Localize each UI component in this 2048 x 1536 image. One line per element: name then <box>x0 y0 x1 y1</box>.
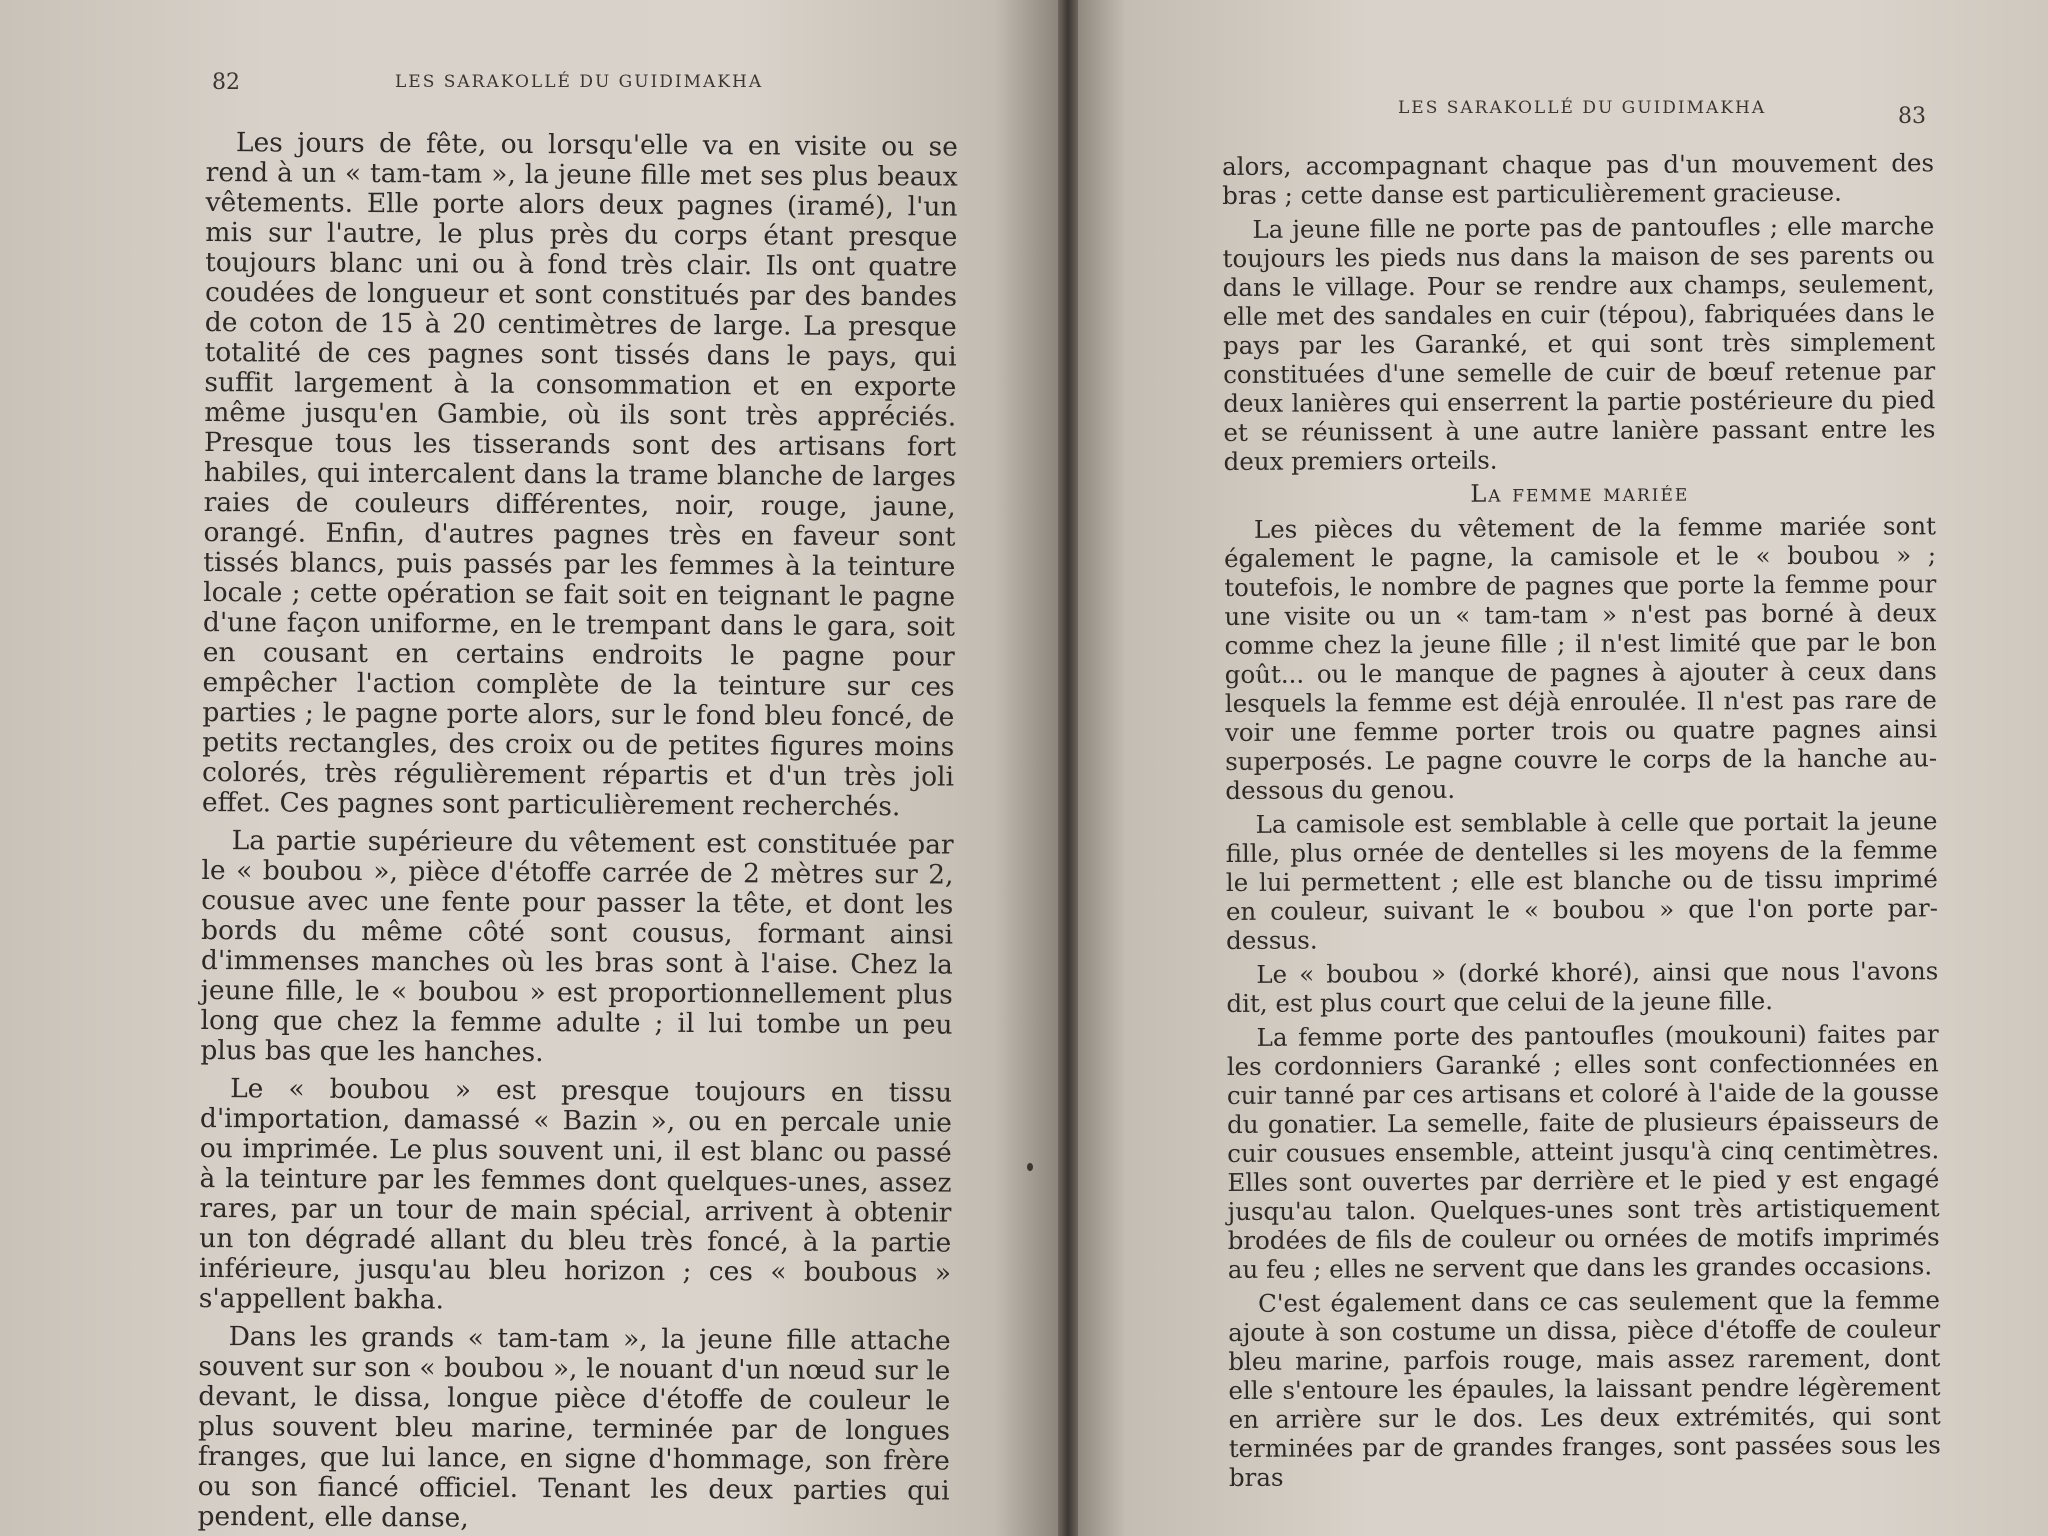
paragraph: alors, accompagnant chaque pas d'un mouvement des bras ; cette danse est particulièrement gracieuse. <box>1222 148 1935 210</box>
paragraph: Dans les grands « tam-tam », la jeune fille attache souvent sur son « boubou », le nouant d'un nœud sur le devant, le dissa, longue pièce d'étoffe de couleur le plus souvent bleu marine, terminée par de longues franges, que lui lance, en signe d'hommage, son frère ou son fiancé officiel. Tenant les deux parties qui pendent, elle danse, <box>197 1321 951 1534</box>
page-number: 83 <box>1898 104 1926 129</box>
page-body <box>1222 148 1941 1492</box>
paragraph: C'est également dans ce cas seulement que la femme ajoute à son costume un dissa, pièce d'étoffe de couleur bleu marine, parfois rouge, mais assez rarement, dont elle s'entoure les épaules, la laissant pendre légèrement en arrière sur le dos. Les deux extrémités, qui sont terminées par de grandes franges, sont passées sous les bras <box>1228 1285 1941 1492</box>
paragraph: La partie supérieure du vêtement est constituée par le « boubou », pièce d'étoffe carrée de 2 mètres sur 2, cousue avec une fente pour passer la tête, et dont les bords du même côté sont cousus, formant ainsi d'immenses manches où les bras sont à l'aise. Chez la jeune fille, le « boubou » est proportionnellement plus long que chez la femme adulte ; il lui tombe un peu plus bas que les hanches. <box>200 825 954 1069</box>
paragraph: Les pièces du vêtement de la femme mariée sont également le pagne, la camisole et le « boubou » ; toutefois, le nombre de pagnes que porte la femme pour une visite ou un « tam-tam » n'est pas borné à deux comme chez la jeune fille ; il n'est limité que par le bon goût... ou le manque de pagnes à ajouter à ceux dans lesquels la femme est déjà enroulée. Il n'est pas rare de voir une femme porter trois ou quatre pagnes ainsi superposés. Le pagne couvre le corps de la hanche au-dessous du genou. <box>1224 511 1938 805</box>
right-page <box>1078 0 2048 1536</box>
ink-speck <box>1027 1163 1033 1171</box>
running-header: LES SARAKOLLÉ DU GUIDIMAKHA <box>395 72 764 92</box>
paragraph: Le « boubou » (dorké khoré), ainsi que nous l'avons dit, est plus court que celui de la jeune fille. <box>1226 956 1939 1018</box>
paragraph: La camisole est semblable à celle que portait la jeune fille, plus ornée de dentelles si les moyens de la femme le lui permettent ; elle est blanche ou de tissu imprimé en couleur, suivant le « boubou » que l'on porte par-dessus. <box>1225 806 1939 955</box>
page-body <box>197 128 958 1536</box>
paragraph: La jeune fille ne porte pas de pantoufles ; elle marche toujours les pieds nus dans la maison de ses parents ou dans le village. Pour se rendre aux champs, seulement, elle met des sandales en cuir (tépou), fabriquées dans le pays par les Garanké, et qui sont très simplement constituées d'une semelle de cuir de bœuf retenue par deux lanières qui enserrent la partie postérieure du pied et se réunissent à une autre lanière passant entre les deux premiers orteils. <box>1222 211 1936 476</box>
paragraph: Le « boubou » est presque toujours en tissu d'importation, damassé « Bazin », ou en percale unie ou imprimée. Le plus souvent uni, il est blanc ou passé à la teinture par les femmes dont quelques-unes, assez rares, par un tour de main spécial, arrivent à obtenir un ton dégradé allant du bleu très foncé, à la partie inférieure, jusqu'au bleu horizon ; ces « boubous » s'appellent bakha. <box>198 1073 953 1316</box>
section-title: La femme mariée <box>1470 478 1690 508</box>
running-header: LES SARAKOLLÉ DU GUIDIMAKHA <box>1398 98 1767 118</box>
book-gutter <box>1058 0 1078 1536</box>
page-number: 82 <box>212 70 240 95</box>
paragraph: Les jours de fête, ou lorsqu'elle va en visite ou se rend à un « tam-tam », la jeune fille met ses plus beaux vêtements. Elle porte alors deux pagnes (iramé), l'un mis sur l'autre, le plus près du corps étant presque toujours blanc uni ou à fond très clair. Ils ont quatre coudées de longueur et sont constitués par des bandes de coton de 15 à 20 centimètres de large. La presque totalité de ces pagnes sont tissés dans le pays, qui suffit largement à la consommation et en exporte même jusqu'en Gambie, où ils sont très appréciés. Presque tous les tisserands sont des artisans fort habiles, qui intercalent dans la trame blanche de larges raies de couleurs différentes, noir, rouge, jaune, orangé. Enfin, d'autres pagnes très en faveur sont tissés blancs, puis passés par les femmes à la teinture locale ; cette opération se fait soit en teignant le pagne d'une façon uniforme, en le trempant dans le gara, soit en cousant en certains endroits le pagne pour empêcher l'action complète de la teinture sur ces parties ; le pagne porte alors, sur le fond bleu foncé, de petits rectangles, des croix ou de petites figures moins colorés, très régulièrement répartis et d'un très joli effet. Ces pagnes sont particulièrement recherchés. <box>201 127 958 823</box>
paragraph: La femme porte des pantoufles (moukouni) faites par les cordonniers Garanké ; elles sont confectionnées en cuir tanné par ces artisans et coloré à l'aide de la gousse du gonatier. La semelle, faite de plusieurs épaisseurs de cuir cousues ensemble, atteint jusqu'à cinq centimètres. Elles sont ouvertes par derrière et le pied y est engagé jusqu'au talon. Quelques-unes sont très artistiquement brodées de fils de couleur ou ornées de motifs imprimés au feu ; elles ne servent que dans les grandes occasions. <box>1226 1019 1940 1284</box>
